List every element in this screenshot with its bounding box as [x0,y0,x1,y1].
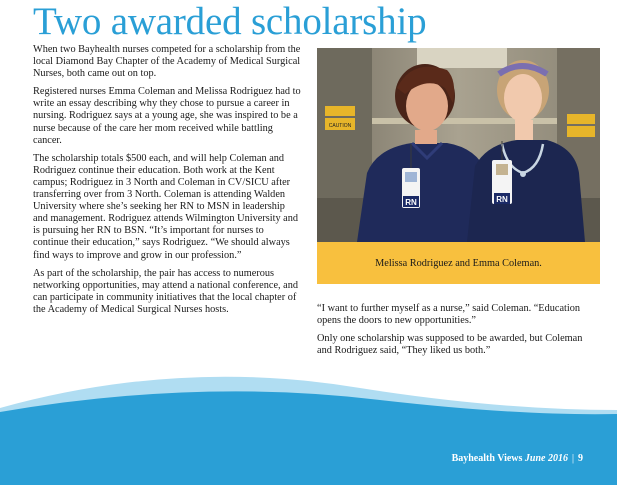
paragraph-coleman-quote: “I want to further myself as a nurse,” said Coleman. “Education opens the doors to new opportunities.” [317,303,581,327]
svg-text:RN: RN [405,198,417,207]
svg-text:CAUTION: CAUTION [328,123,352,129]
paragraph-essay: Registered nurses Emma Coleman and Melissa Rodriguez had to write an essay describing why they chose to pursue a career in nursing. Rodriguez says at a young age, she was inspired to be a nurse because of the care her mom received while battling cancer. [33,86,301,146]
footer-month: June 2016 [524,453,568,464]
photo-caption-box [317,242,600,284]
footer-separator: | [571,453,574,464]
photo-caption: Melissa Rodriguez and Emma Coleman. [375,257,542,269]
right-column [317,303,598,363]
paragraph-networking: As part of the scholarship, the pair has access to numerous networking opportunities, may attend a national conference, and can participate in community initiatives that the local chapter of the Academy of Medical Surgical Nurses hosts. [33,267,299,315]
page-number: 9 [578,453,583,464]
paragraph-scholarship: The scholarship totals $500 each, and will help Coleman and Rodriguez continue their education. Both work at the Kent campus; Rodriguez in 3 North and Coleman in CV/SICU after transferring over from 3 North. Coleman is attending Walden University where she’s seeking her RN to MSN in leadership and management. Rodriguez attends Wilmington University and is pursuing her RN to BSN. “It’s important for nurses to continue their education,” says Rodriguez. “We should always find ways to improve and grow in our profession.” [33,152,299,261]
article-title: Two awarded scholarship [33,0,427,43]
left-column [33,44,301,322]
caution-sign-left [325,106,355,130]
footer-wave [0,370,617,485]
paragraph-closing: Only one scholarship was supposed to be awarded, but Coleman and Rodriguez said, “They liked us both.” [317,333,583,357]
page-footer [452,453,583,464]
nurses-photo [317,48,600,242]
svg-text:RN: RN [496,195,508,204]
footer-brand: Bayhealth Views [451,453,523,464]
paragraph-intro: When two Bayhealth nurses competed for a scholarship from the local Diamond Bay Chapter of the Academy of Medical Surgical Nurses, both came out on top. [33,44,301,80]
